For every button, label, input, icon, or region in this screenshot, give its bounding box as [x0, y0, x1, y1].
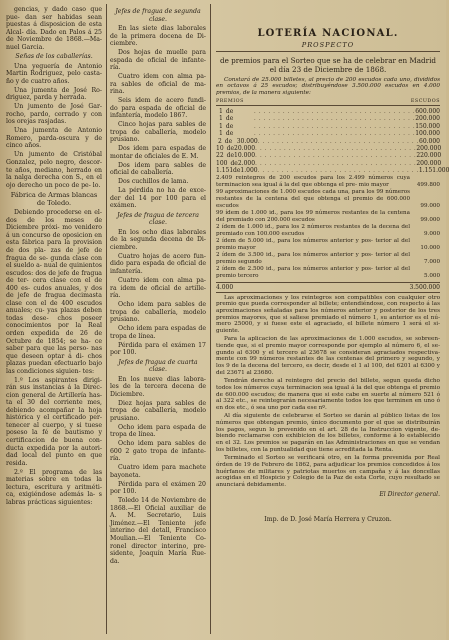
text-paragraph: Cuatro hojas de acero fun- dido para espada de oficial de infantería. [110, 252, 206, 276]
prize-total-row [216, 282, 440, 293]
prize-label: de [230, 159, 238, 167]
prize-label: de [225, 130, 234, 138]
prize-table [216, 107, 449, 175]
divider [216, 51, 440, 52]
text-paragraph: Tendrán derecho al reintegro del precio del billete, segun queda dicho todos los números cuya terminacion sea igual á la del que obtenga el premio de 600.000 escudos; de manera que si este cabe en suerte al número 521 ó al 322 etc., se reintegrarán necesariamente todos los que terminen en uno ó en dos etc., ó sea uno por cada ese nº. [216, 378, 440, 411]
text-paragraph: Ocho idem para espada de tropa de línea. [110, 423, 206, 439]
prize-extra-row [216, 266, 440, 280]
text-paragraph: Un jumento de Cristóbal Gonzalez, pelo negro, descor- te años, mediano, herrado en la nalga derecha con S., en el ojo derecho un poco de pe- lo. [6, 151, 102, 189]
prize-unit-amount: 2.000 [237, 159, 256, 167]
prize-total: 220.000 [416, 152, 442, 160]
prize-quantity: 1 [219, 115, 223, 123]
prize-label: de [233, 167, 241, 175]
leader-dots: . . . . . . . . . . . . . . . . . . . . . . . . . . . . . . . . . . [255, 144, 417, 152]
prize-extra-total: 499.800 [416, 181, 440, 188]
lottery-conditions: Constará de 25.000 billetes, al precio de 200 escudos cada uno, divididos en octavos á 25 escudos; distribuyéndose 3.500.000 escudos en 4.000 premios, de la manera siguiente: [216, 76, 440, 97]
leader-dots: . . . . . . . . . . . . . . . . . . . . . . . . . . . . . . . . . . [253, 122, 416, 130]
prize-unit-amount: 20.000 [234, 144, 256, 152]
prize-unit-amount [240, 115, 254, 122]
text-paragraph: 1.º Los aspirantes dirigi- rán sus instancias á la Direc- cion general de Artillería has- ta el 30 del corriente mes, debiendo acompañar la hoja histórica y el certificado per- tenecer al cuerpo, y si tuese poseso la fé de bautismo y certificacion de buena con- ducta expedida por la autori- dad local del punto en que resida. [6, 376, 102, 467]
text-paragraph: Las aproximaciones y los reintegros son compatibles con cualquier otro premio que pueda corresponder al billete; entendiéndose, con respecto á las aproximaciones señaladas para los números anterior y posterior de los tres premios mayores, que si saliese premiado el número 1, su anterior es el nú- mero 25000, y si fuese este el agraciado, el billete número 1 será el si- guiente. [216, 294, 440, 335]
printer-imprint: Imp. de D. José María Herrera y Cruzon. [264, 515, 392, 523]
prize-label: de [226, 144, 235, 152]
prize-unit-amount [240, 123, 254, 130]
prize-total: 100.000 [415, 130, 440, 138]
prize-extra-total: 7.000 [423, 258, 440, 265]
prize-quantity: 1 [219, 122, 223, 130]
prize-unit-amount [240, 108, 254, 115]
prize-extra-row [216, 175, 440, 189]
text-paragraph: En los nueve dias labora- les de la tercera decena de Diciembre. [110, 375, 206, 398]
prize-unit-amount: 1.000 [240, 167, 258, 175]
text-paragraph: En los ocho dias laborales de la segunda decena de Di- ciembre. [110, 228, 206, 251]
text-paragraph: Seis idem de acero fundi- do para espada de oficial de infantería, modelo 1867. [110, 97, 206, 120]
prize-extra-text: 99 aproximaciones de 1.000 escudos cada una, para los 99 números restantes de la centena del que obtenga el premio de 600.000 escudos [216, 188, 410, 209]
lottery-announcement [216, 6, 449, 523]
prize-extra-total: 99.000 [420, 216, 440, 223]
prize-extra-text: 2.409 reintegros de 200 escudos para los 2.499 números cuya terminacion sea igual á la del que obtenga el pre- mio mayor [216, 174, 410, 188]
prize-quantity: 1.151 [216, 167, 234, 175]
column-divider [106, 4, 107, 634]
text-paragraph: Cuatro idem con alma pa- ra idem de oficial de artille- ría. [110, 276, 206, 300]
prize-label: de [225, 122, 234, 130]
prize-extra-row [216, 238, 440, 252]
leader-dots: . . . . . . . . . . . . . . . . . . . . . . . . . . . . . . . . . . [253, 107, 416, 115]
text-paragraph: Cinco hojas para sables de tropa de caballería, modelo prusiano. [110, 121, 206, 144]
leader-dots: . . . . . . . . . . . . . . . . . . . . . . . . . . . . . . . . . . [253, 130, 416, 138]
text-paragraph: Ocho idem para sables de 600 2 gato tropa de infante- ría. [110, 440, 206, 463]
lottery-intro: de premios para el Sorteo que se ha de celebrar en Madrid el día 23 de Diciembre de 1868. [220, 55, 436, 74]
prize-row [216, 145, 440, 152]
prize-row [216, 115, 440, 122]
text-paragraph: Una jumenta de Antonio Romero, parda-oscura y de cinco años. [6, 127, 102, 150]
prize-extra-text: 2 ídem de 1.000 id., para los 2 números restantes de la decena del premiado con 100.000 escudos [216, 223, 410, 237]
prize-row [216, 123, 440, 130]
signature-line: El Director general. [379, 490, 440, 498]
prize-quantity: 22 [216, 152, 224, 160]
prize-extra-total: 9.000 [423, 230, 440, 237]
prize-total: 200.000 [416, 144, 442, 152]
total-prizes: 4.000 [216, 283, 234, 291]
text-paragraph: Dos hojas de muelle para espada de oficial de infante- ría. [110, 49, 206, 72]
prize-total: 60.000 [419, 137, 440, 145]
text-paragraph: 2.º El programa de las materias sobre en todas la lectura, escritura y aritméti- ca, exigiéndose además la- s labras prácticas siguientes: [6, 468, 102, 506]
section-heading: Señas de los caballerías. [15, 53, 93, 61]
leader-dots: . . . . . . . . . . . . . . . . . . . . . . . . . . . . . . . . . . [255, 159, 417, 167]
section-heading: Jefes de fragua de cuarta clase. [118, 358, 198, 374]
lottery-subtitle: PROSPECTO [301, 41, 355, 49]
prize-quantity: 1 [219, 130, 223, 138]
prize-extra-row [216, 224, 440, 238]
lottery-title: LOTERÍA NACIONAL. [257, 28, 399, 39]
text-paragraph: La pérdida no ha de exce- der del 14 por 100 para el exámen. [110, 187, 206, 210]
section-heading: Jefes de fragua de tercera clase. [117, 211, 199, 227]
prize-extra-row [216, 252, 440, 266]
prize-unit-amount: 10.000 [234, 152, 256, 160]
leader-dots: . . . . . . . . . . . . . . . . . . . . . . . . . . . . . . . . . . [253, 115, 416, 123]
text-paragraph: Toledo 14 de Noviembre de 1868.—El Oficial auxiliar de A. M. Secretario, Luis Jiménez.—El Teniente jefe interino del detall, Francisco Moulian.—El Teniente Co- ronel director interino, pre- sidente, Joaquín María Rue- da. [110, 497, 206, 565]
prize-table-header [216, 99, 440, 106]
column-left [6, 6, 102, 508]
prize-extra-list [216, 175, 440, 280]
text-paragraph: Ocho idem para espadas de tropa de línea. [110, 325, 206, 340]
text-paragraph: Diez hojas para sables de tropa de caballería, modelo prusiano. [110, 399, 206, 422]
text-paragraph: Un jumento de José Gar- rocho, pardo, cerrado y con los orejas rasjadas. [6, 103, 102, 126]
prize-total: 600.000 [415, 107, 440, 115]
prize-column-label: PREMIOS [216, 98, 244, 104]
prize-total: 150.000 [415, 122, 440, 130]
prize-extra-text: 2 ídem de 5.000 id., para los números anterior y pos- terior al del premio mayor [216, 237, 410, 251]
text-paragraph: Para la aplicacion de las aproximaciones de 1.000 escudos, se sobreen- tiende que, si el premio mayor corresponde por ejemplo al número 6, el se- gundo al 6300 y el tercero al 23678 se consideran agraciados respectiva- mente con 99 números restantes de las centenas del primero y segundo, y los 9 de la decena del tercero, es decir, desde el 1 al 100, del 6201 al 6300 y del 23671 al 23680. [216, 336, 440, 376]
prize-total: 200.000 [415, 115, 440, 123]
amount-column-label: ESCUDOS [410, 98, 440, 104]
prize-row [216, 138, 440, 145]
column-middle [110, 6, 206, 567]
text-paragraph: Dos cuchillos de lama. [118, 178, 189, 186]
prize-row [216, 160, 440, 167]
prize-row [216, 108, 440, 115]
text-paragraph: Cuatro idem con alma pa- ra sables de oficial de ma- rina. [110, 73, 206, 96]
prize-unit-amount: 30.000 [236, 137, 258, 145]
text-paragraph: Pérdida para el exámen 20 por 100. [110, 480, 206, 496]
prize-quantity: 2 [217, 137, 222, 145]
leader-dots: . . . . . . . . . . . . . . . . . . . . . . . . . . . . . . . . . . [257, 167, 419, 175]
prize-label: de [224, 137, 233, 145]
text-paragraph: Dos idem para sables de oficial de caballería. [110, 161, 206, 177]
text-paragraph: Al día siguiente de celebrarse el Sorteo se darán al público listas de los números que obtengan premio, único documento por el que se distribuirán los pagos, segun lo prevenido en el art. 28 de la Instruccion vigente, de- biendo reclamarse con exhibicion de los billetes, conforme á lo establecido en el 32. Los premios se pagarán en las Administraciones en que se vendan los billetes, con la puntualidad que tiene acreditada la Renta. [216, 413, 440, 453]
prize-label: de [225, 107, 234, 115]
leader-dots: . . . . . . . . . . . . . . . . . . . . . . . . . . . . . . . . . . [257, 137, 419, 145]
section-heading: Jefes de fragua de segunda clase. [115, 8, 201, 23]
text-paragraph: Una yeguería de Antonio Martin Rodriguez, pelo casta- ño y de cuatro años. [6, 62, 102, 85]
prize-label: de [226, 152, 235, 160]
text-paragraph: gencias, y dado caso que pue- dan ser habidas sean puestas á disposicion de esta Alcal- día. Dado en Palos á 25 de Noviembre de 1868.—Ma- nuel Garcia. [6, 6, 102, 51]
text-paragraph: Terminado el Sorteo se verificará otro, en la forma prevenida por Real órden de 19 de Febrero de 1862, para adjudicar los premios concedidos á los huérfanos de militares y patriotas muertos en campaña y á las doncellas acogidas en el Hospicio y Colegio de la Paz de esta Corte, cuyo resultado se anunciará debidamente. [216, 455, 440, 488]
text-paragraph: Dos idem para espadas de montar de oficiales de E. M. [110, 145, 206, 160]
text-paragraph: Ocho idem para sables de tropa de caballería, modelo prusiano. [110, 300, 206, 324]
prize-extra-row [216, 189, 440, 210]
prize-extra-total: 99.000 [420, 202, 440, 209]
text-paragraph: Pérdida para el exámen 17 por 100. [110, 341, 206, 357]
text-paragraph: Una jumenta de José Ro- driguez, parda y herrada. [6, 86, 102, 102]
prize-quantity: 10 [216, 144, 224, 152]
prize-extra-text: 2 ídem de 3.500 id., para los números anterior y pos- terior al del premio segundo [216, 251, 410, 265]
column-divider [210, 4, 211, 634]
text-paragraph: Debiendo procederse en el- dos de los meses de Diciembre próxi- mo venidero á un concurso de oposicion en esta fábrica para la provision de dos pla- zas de jefe de fragua de se- gunda clase con el sueldo a- nual de quinientos escudos: dos de jefe de fragua de ter- cera clase con el de 400 es- cudos anuales, y dos de jefe de fragua decimasta clase con el de 400 escudos anuales; cu- yas plazas deben todas dese- chos poseer conocimientos por la Real orden expedida de 26 de Octubre de 1854; se ha- ce saber para que las perso- nas que deseen optar á di- chos plazas puedan efectuarlo bajo las condiciones siguien- tes: [6, 209, 102, 375]
prize-unit-amount [240, 130, 254, 137]
prize-extra-text: 99 ídem de 1.000 id., para los 99 números restantes de la centena del premiado con 200.000 escudos [216, 209, 410, 223]
prize-extra-row [216, 210, 440, 224]
text-paragraph: En las siete dias laborales de la primera docena de Di- ciembre. [110, 25, 206, 48]
prize-row [216, 152, 440, 159]
prize-total: 1.151.000 [418, 167, 449, 175]
prize-quantity: 100 [216, 159, 228, 167]
prize-total: 200.000 [416, 159, 442, 167]
prize-row [216, 167, 449, 175]
prize-quantity: 1 [219, 107, 223, 115]
lottery-body [216, 295, 440, 489]
prize-row [216, 130, 440, 137]
section-heading: Fábrica de Armas blancas de Toledo. [10, 191, 98, 207]
prize-extra-total: 10.000 [420, 244, 440, 251]
text-paragraph: Cuatro idem para machete bayoneta. [110, 464, 206, 479]
leader-dots: . . . . . . . . . . . . . . . . . . . . . . . . . . . . . . . . . . [255, 152, 417, 160]
prize-label: de [225, 115, 234, 123]
total-amount: 3.500.000 [409, 283, 440, 291]
prize-extra-text: 2 ídem de 2.500 id., para los números anterior y pos- terior al del premio tercero [216, 265, 410, 279]
prize-extra-total: 5.000 [423, 272, 440, 279]
